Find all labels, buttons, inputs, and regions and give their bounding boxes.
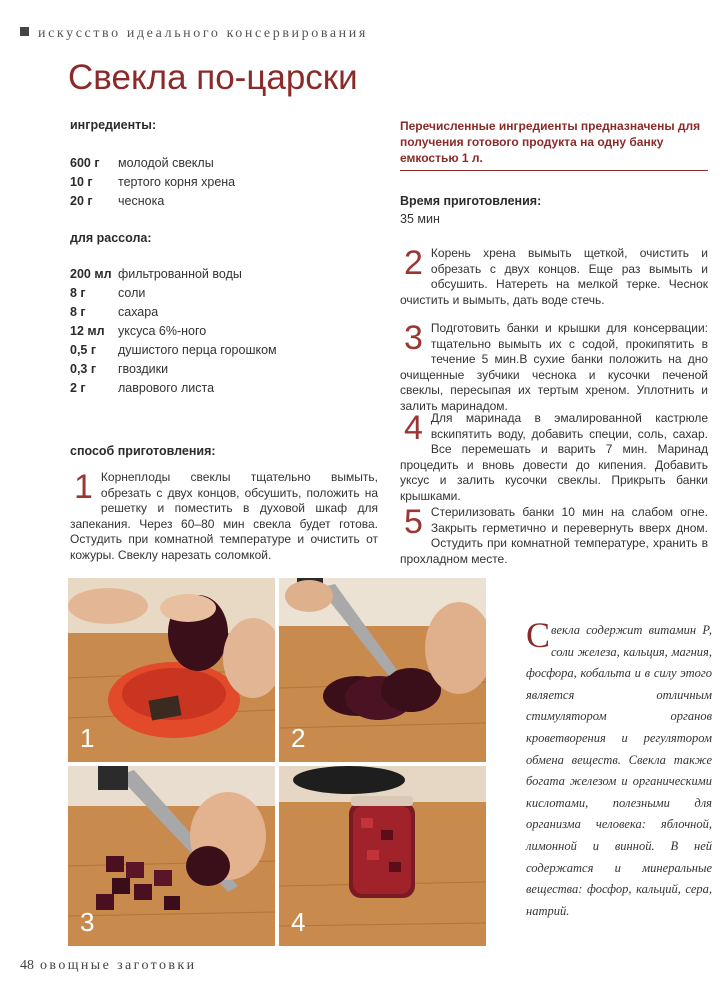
brine-list	[70, 265, 370, 398]
step-text: Корень хрена вымыть щеткой, очистить и обрезать с двух концов. Еще раз вымыть и обсушить. Натереть на мелкой терке. Чеснок очистить и вымыть, дать воде стечь.	[400, 246, 708, 307]
photo-number: 2	[291, 723, 306, 753]
photo-4-illustration	[279, 766, 486, 946]
ingredients-heading: ингредиенты:	[70, 118, 157, 132]
method-heading: способ приготовления:	[70, 444, 216, 458]
ingredient-row	[70, 322, 370, 341]
ingredient-row	[70, 360, 370, 379]
ingredient-qty: 200 мл	[70, 267, 112, 281]
step-number: 1	[74, 468, 93, 506]
footer-text: овощные заготовки	[40, 958, 197, 973]
ingredient-row	[70, 379, 370, 398]
ingredient-qty: 20 г	[70, 194, 93, 208]
divider	[400, 170, 708, 171]
ingredient-name: лаврового листа	[118, 381, 215, 395]
step-text: Для маринада в эмалированной кастрюле вскипятить воду, добавить специи, соль, сахар. Все перемешать и варить 7 мин. Маринад процедить и вновь довести до кипения. Добавить уксус и залить кусочки свеклы. Прикрыть банки крышками.	[400, 411, 708, 503]
nutrition-aside	[526, 615, 712, 922]
ingredient-name: уксуса 6%-ного	[118, 324, 207, 338]
time-label: Время приготовления:	[400, 194, 542, 208]
photo-number: 3	[80, 907, 95, 937]
ingredient-qty: 8 г	[70, 286, 86, 300]
step-3	[400, 321, 708, 415]
ingredient-qty: 600 г	[70, 156, 100, 170]
step-2	[400, 246, 708, 308]
step-5	[400, 505, 708, 567]
photo-2	[279, 578, 486, 762]
recipe-title: Свекла по-царски	[68, 58, 358, 97]
photo-1	[68, 578, 275, 762]
ingredient-row	[70, 173, 370, 192]
ingredient-row	[70, 265, 370, 284]
ingredient-name: соли	[118, 286, 146, 300]
ingredient-row	[70, 284, 370, 303]
ingredient-name: душистого перца горошком	[118, 343, 277, 357]
ingredients-list	[70, 154, 370, 211]
photo-1-illustration	[68, 578, 275, 762]
header-text: искусство идеального консервирования	[38, 26, 368, 41]
ingredient-qty: 10 г	[70, 175, 93, 189]
ingredient-name: чеснока	[118, 194, 165, 208]
ingredient-row	[70, 303, 370, 322]
ingredient-qty: 0,5 г	[70, 343, 97, 357]
ingredient-qty: 0,3 г	[70, 362, 97, 376]
square-bullet-icon	[20, 27, 29, 36]
photo-number: 1	[80, 723, 95, 753]
ingredient-name: фильтрованной воды	[118, 267, 242, 281]
page-number: 48	[20, 958, 34, 973]
step-number: 2	[404, 244, 423, 282]
step-number: 4	[404, 409, 423, 447]
ingredient-name: тертого корня хрена	[118, 175, 236, 189]
ingredient-name: сахара	[118, 305, 159, 319]
step-4	[400, 411, 708, 505]
photo-4	[279, 766, 486, 946]
step-text: Стерилизовать банки 10 мин на слабом огне. Закрыть герметично и перевернуть вверх дном. Остудить при комнатной температуре, хранить в прохладном месте.	[400, 505, 708, 566]
drop-cap: С	[526, 615, 551, 655]
ingredient-row	[70, 192, 370, 211]
time-value: 35 мин	[400, 212, 440, 226]
ingredient-qty: 2 г	[70, 381, 86, 395]
brine-heading: для рассола:	[70, 231, 152, 245]
ingredient-qty: 12 мл	[70, 324, 105, 338]
step-text: Корнеплоды свеклы тщательно вымыть, обрезать с двух концов, обсушить, положить на решетку и поместить в духовой шкаф для запекания. Через 60–80 мин свекла будет готова. Остудить при комнатной температуре и очистить от кожуры. Свеклу нарезать соломкой.	[70, 470, 378, 562]
ingredient-name: гвоздики	[118, 362, 169, 376]
running-header	[20, 26, 368, 42]
photo-3-illustration	[68, 766, 275, 946]
step-number: 3	[404, 319, 423, 357]
photo-2-illustration	[279, 578, 486, 762]
yield-note: Перечисленные ингредиенты предназначены для получения готового продукта на одну банку емкостью 1 л.	[400, 119, 701, 165]
step-number: 5	[404, 503, 423, 541]
ingredient-row	[70, 341, 370, 360]
ingredient-qty: 8 г	[70, 305, 86, 319]
running-footer	[20, 958, 197, 974]
step-text: Подготовить банки и крышки для консервации: тщательно вымыть их с содой, прокипятить в течение 5 мин.В сухие банки положить на дно очищенные зубчики чеснока и кусочки печеной свеклы, пересыпая их тертым хреном. Уплотнить и залить маринадом.	[400, 321, 708, 413]
step-1	[70, 470, 378, 564]
photo-3	[68, 766, 275, 946]
aside-text: векла содержит витамин Р, соли железа, кальция, магния, фосфора, кобальта и в силу этого является отличным стимулятором органов кроветворения и регулятором обмена веществ. Свекла также богата железом и органическими кислотами, полезными для организма человека: яблочной, лимонной и винной. В ней содержатся и минеральные вещества: фосфор, кальций, сера, натрий.	[526, 623, 712, 918]
ingredient-row	[70, 154, 370, 173]
ingredient-name: молодой свеклы	[118, 156, 214, 170]
photo-number: 4	[291, 907, 306, 937]
